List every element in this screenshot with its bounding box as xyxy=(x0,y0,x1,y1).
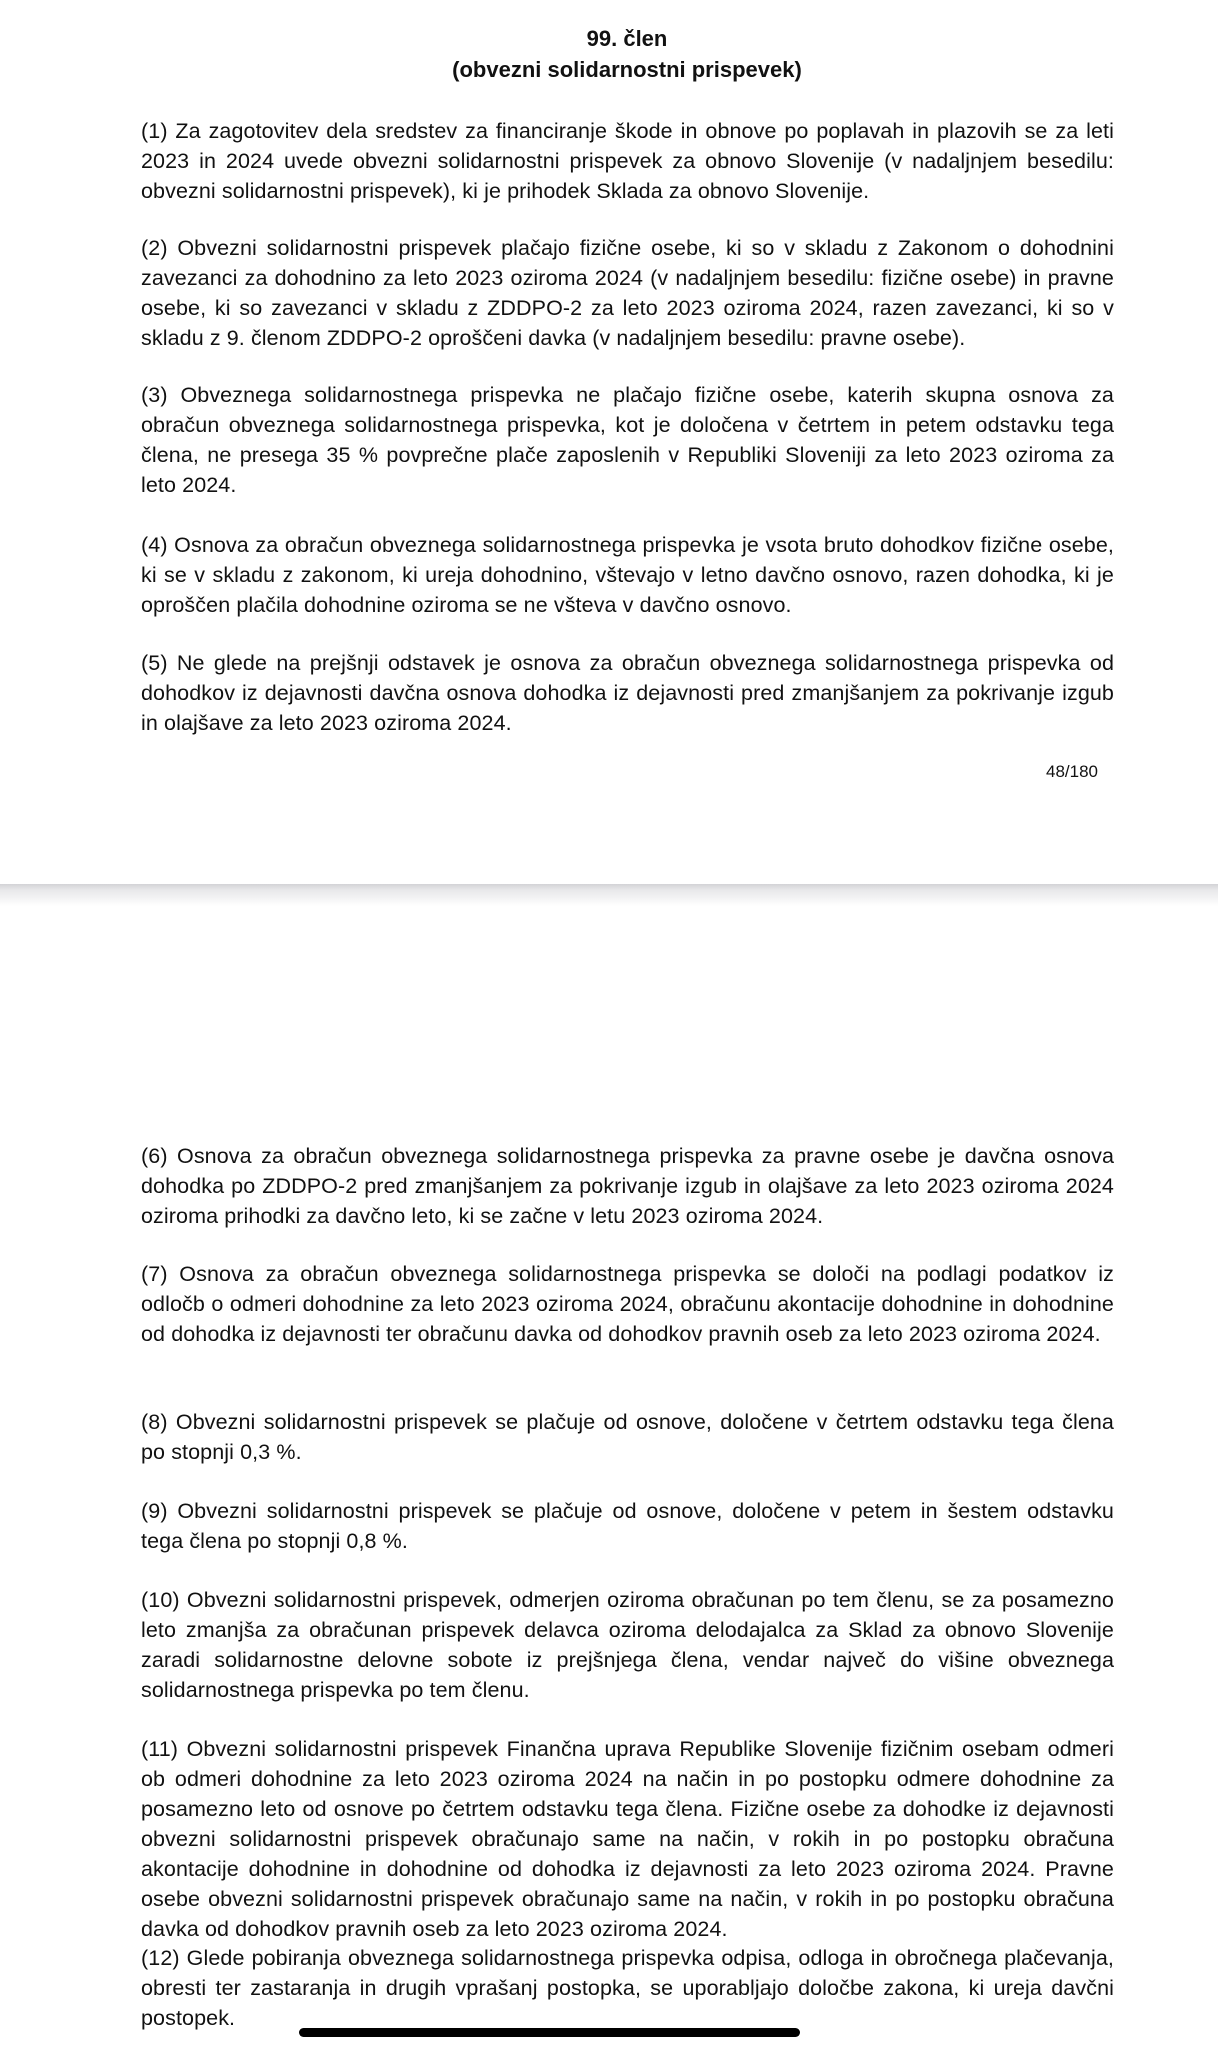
article-title: (obvezni solidarnostni prispevek) xyxy=(452,57,802,82)
page-number: 48/180 xyxy=(1046,762,1098,781)
paragraph-3: (3) Obveznega solidarnostnega prispevka ne plačajo fizične osebe, katerih skupna osnova za obračun obveznega solidarnostnega prispevka, kot je določena v četrtem in petem odstavku tega člena, ne presega 35 % povprečne plače zaposlenih v Republiki Sloveniji za leto 2023 oziroma za leto 2024. xyxy=(141,383,1114,497)
paragraph-1: (1) Za zagotovitev dela sredstev za financiranje škode in obnove po poplavah in plazovih se za leti 2023 in 2024 uvede obvezni solidarnostni prispevek za obnovo Slovenije (v nadaljnjem besedilu: obvezni solidarnostni prispevek), ki je prihodek Sklada za obnovo Slovenije. xyxy=(141,119,1114,203)
home-indicator-bar[interactable] xyxy=(299,2028,800,2037)
article-number: 99. člen xyxy=(586,26,668,51)
page-separator xyxy=(0,884,1218,906)
paragraph-12: (12) Glede pobiranja obveznega solidarnostnega prispevka odpisa, odloga in obročnega plačevanja, obresti ter zastaranja in drugih vprašanj postopka, se uporabljajo določbe zakona, ki ureja davčni postopek. xyxy=(141,1946,1114,2030)
paragraph-9: (9) Obvezni solidarnostni prispevek se plačuje od osnove, določene v petem in šestem odstavku tega člena po stopnji 0,8 %. xyxy=(141,1499,1114,1553)
paragraph-2: (2) Obvezni solidarnostni prispevek plačajo fizične osebe, ki so v skladu z Zakonom o dohodnini zavezanci za dohodnino za leto 2023 oziroma 2024 (v nadaljnjem besedilu: fizične osebe) in pravne osebe, ki so zavezanci v skladu z ZDDPO-2 za leto 2023 oziroma 2024, razen zavezanci, ki so v skladu z 9. členom ZDDPO-2 oproščeni davka (v nadaljnjem besedilu: pravne osebe). xyxy=(141,236,1114,350)
paragraph-8: (8) Obvezni solidarnostni prispevek se plačuje od osnove, določene v četrtem odstavku tega člena po stopnji 0,3 %. xyxy=(141,1410,1114,1464)
paragraph-10: (10) Obvezni solidarnostni prispevek, odmerjen oziroma obračunan po tem členu, se za posamezno leto zmanjša za obračunan prispevek delavca oziroma delodajalca za Sklad za obnovo Slovenije zaradi solidarnostne delovne sobote iz prejšnjega člena, vendar največ do višine obveznega solidarnostnega prispevka po tem členu. xyxy=(141,1588,1114,1702)
paragraph-5: (5) Ne glede na prejšnji odstavek je osnova za obračun obveznega solidarnostnega prispevka od dohodkov iz dejavnosti davčna osnova dohodka iz dejavnosti pred zmanjšanjem za pokrivanje izgub in olajšave za leto 2023 oziroma 2024. xyxy=(141,651,1114,735)
document-page-48 xyxy=(0,0,1218,884)
paragraph-6: (6) Osnova za obračun obveznega solidarnostnega prispevka za pravne osebe je davčna osnova dohodka po ZDDPO-2 pred zmanjšanjem za pokrivanje izgub in olajšave za leto 2023 oziroma 2024 oziroma prihodki za davčno leto, ki se začne v letu 2023 oziroma 2024. xyxy=(141,1144,1114,1228)
paragraph-11: (11) Obvezni solidarnostni prispevek Finančna uprava Republike Slovenije fizičnim osebam odmeri ob odmeri dohodnine za leto 2023 oziroma 2024 na način in po postopku odmere dohodnine za posamezno leto od osnove po četrtem odstavku tega člena. Fizične osebe za dohodke iz dejavnosti obvezni solidarnostni prispevek obračunajo same na način, v rokih in po postopku obračuna akontacije dohodnine in dohodnine od dohodka iz dejavnosti za leto 2023 oziroma 2024. Pravne osebe obvezni solidarnostni prispevek obračunajo same na način, v rokih in po postopku obračuna davka od dohodkov pravnih oseb za leto 2023 oziroma 2024. xyxy=(141,1737,1114,1941)
paragraph-7: (7) Osnova za obračun obveznega solidarnostnega prispevka se določi na podlagi podatkov iz odločb o odmeri dohodnine za leto 2023 oziroma 2024, obračunu akontacije dohodnine in dohodnine od dohodka iz dejavnosti ter obračunu davka od dohodkov pravnih oseb za leto 2023 oziroma 2024. xyxy=(141,1262,1114,1346)
paragraph-4: (4) Osnova za obračun obveznega solidarnostnega prispevka je vsota bruto dohodkov fizične osebe, ki se v skladu z zakonom, ki ureja dohodnino, vštevajo v letno davčno osnovo, razen dohodka, ki je oproščen plačila dohodnine oziroma se ne všteva v davčno osnovo. xyxy=(141,533,1114,617)
